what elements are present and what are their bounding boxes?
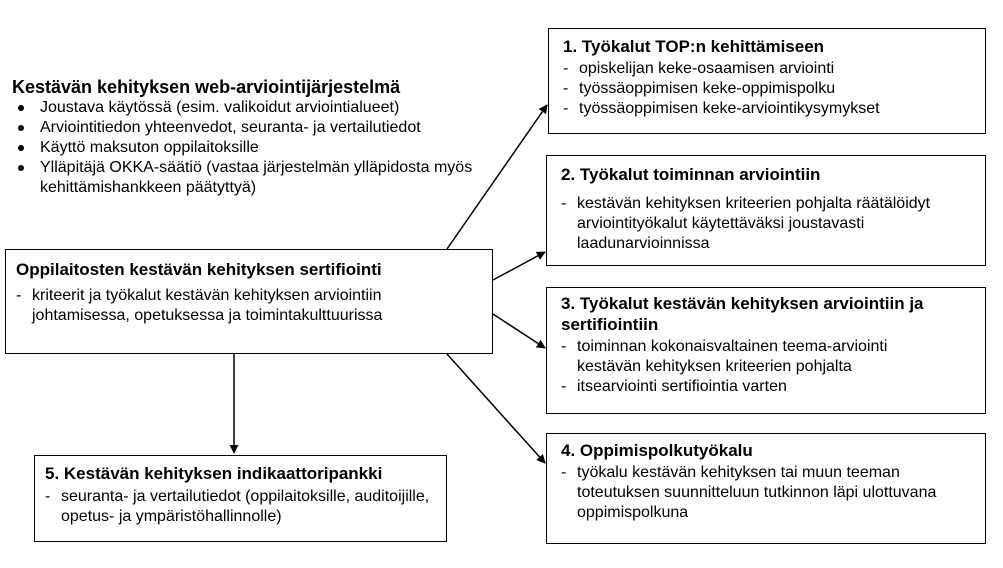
- box-3-title: 3. Työkalut kestävän kehityksen arviointiin ja sertifiointiin: [561, 294, 924, 334]
- intro-section: [12, 76, 532, 198]
- box-1-title: 1. Työkalut TOP:n kehittämiseen: [563, 37, 825, 56]
- box-2-list: [561, 194, 975, 254]
- box-3-list: [561, 337, 975, 397]
- center-box-item: - kriteerit ja työkalut kestävän kehityksen arviointiin johtamisessa, opetuksessa ja toimintakulttuurissa: [16, 286, 482, 326]
- box-2-item: - kestävän kehityksen kriteerien pohjalta räätälöidyt arviointityökalut käytettäväksi joustavasti laadunarvioinnissa: [561, 194, 975, 254]
- box-2-operation-tools: [546, 155, 986, 266]
- box-3-certification-tools: [546, 287, 986, 414]
- arrow-to-box-2: [493, 252, 545, 280]
- center-certification-box: [5, 249, 493, 354]
- center-box-title: Oppilaitosten kestävän kehityksen sertifiointi: [16, 260, 382, 279]
- box-4-title: 4. Oppimispolkutyökalu: [561, 441, 753, 460]
- intro-heading: Kestävän kehityksen web-arviointijärjestelmä: [12, 77, 401, 97]
- box-3-item: - itsearviointi sertifiointia varten: [561, 377, 975, 397]
- box-5-indicator-bank: [34, 455, 447, 542]
- box-1-top-tools: [548, 28, 986, 134]
- box-1-list: [563, 59, 975, 119]
- box-5-list: [45, 487, 436, 527]
- box-1-item: - opiskelijan keke-osaamisen arviointi: [563, 59, 975, 79]
- box-2-title: 2. Työkalut toiminnan arviointiin: [561, 165, 821, 184]
- box-1-item: - työssäoppimisen keke-oppimispolku: [563, 79, 975, 99]
- box-4-item: - työkalu kestävän kehityksen tai muun teeman toteutuksen suunnitteluun tutkinnon läpi ulottuvana oppimispolkuna: [561, 463, 975, 523]
- intro-bullet: Arviointitiedon yhteenvedot, seuranta- ja vertailutiedot: [12, 118, 532, 138]
- intro-bullet-list: [12, 98, 532, 198]
- center-box-list: [16, 286, 482, 326]
- box-4-list: [561, 463, 975, 523]
- box-5-title: 5. Kestävän kehityksen indikaattoripankki: [45, 464, 383, 483]
- box-5-item: - seuranta- ja vertailutiedot (oppilaitoksille, auditoijille, opetus- ja ympäristöhallinnolle): [45, 487, 436, 527]
- box-3-item: - toiminnan kokonaisvaltainen teema-arviointi kestävän kehityksen kriteerien pohjalta: [561, 337, 975, 377]
- intro-bullet: Joustava käytössä (esim. valikoidut arviointialueet): [12, 98, 532, 118]
- intro-bullet: Ylläpitäjä OKKA-säätiö (vastaa järjestelmän ylläpidosta myös kehittämishankkeen päätyttyä): [12, 158, 532, 198]
- intro-bullet: Käyttö maksuton oppilaitoksille: [12, 138, 532, 158]
- box-4-learning-path-tool: [546, 433, 986, 544]
- arrow-to-box-3: [493, 314, 545, 348]
- arrow-to-box-4: [447, 354, 545, 463]
- box-1-item: - työssäoppimisen keke-arviointikysymykset: [563, 99, 975, 119]
